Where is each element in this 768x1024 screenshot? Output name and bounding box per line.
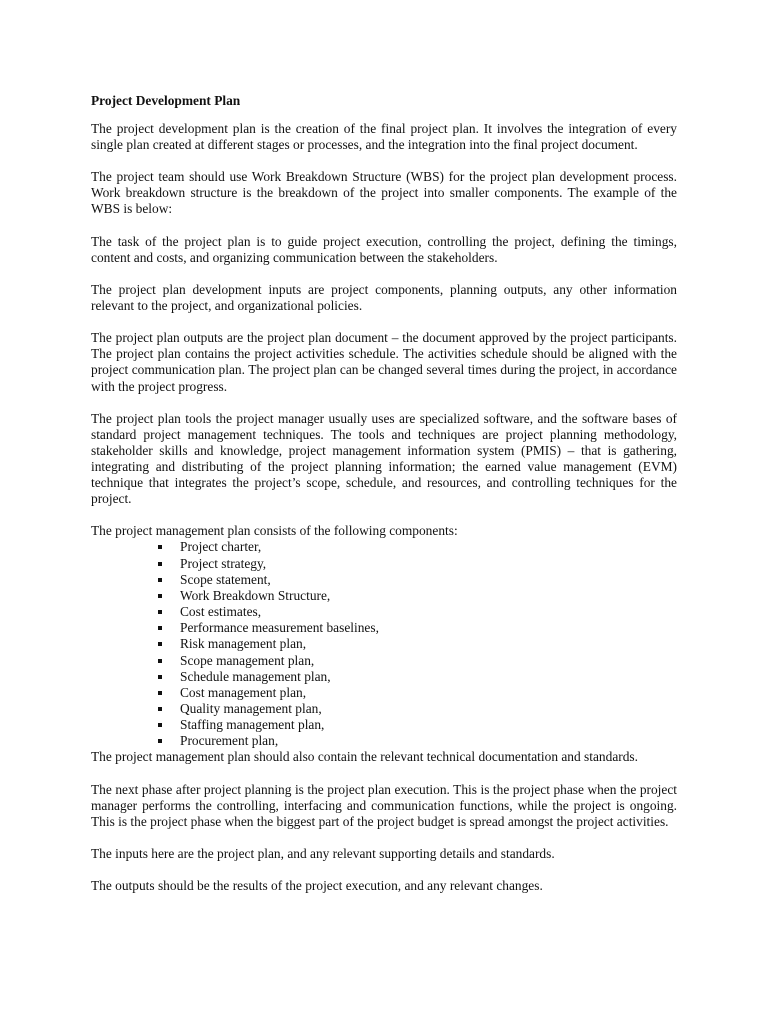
list-item-label: Quality management plan, (180, 701, 322, 716)
list-item (158, 701, 677, 717)
list-item-label: Risk management plan, (180, 636, 307, 652)
square-bullet-icon (158, 594, 162, 598)
square-bullet-icon (158, 675, 162, 679)
paragraph-intro-2: The project team should use Work Breakdown Structure (WBS) for the project plan development process. Work breakdown structure is the breakdown of the project into smaller components. The example of the WBS is below: (91, 169, 677, 217)
list-item (158, 636, 677, 652)
document-title: Project Development Plan (91, 93, 241, 108)
paragraph-outro-1: The project management plan should also contain the relevant technical documentation and standards. (91, 749, 638, 765)
list-item (158, 556, 677, 572)
paragraph-outro-3: The inputs here are the project plan, and any relevant supporting details and standards. (91, 846, 555, 862)
list-item (158, 588, 677, 604)
square-bullet-icon (158, 691, 162, 695)
square-bullet-icon (158, 562, 162, 566)
list-item-label: Performance measurement baselines, (180, 620, 379, 636)
square-bullet-icon (158, 642, 162, 646)
paragraph-intro-5: The project plan outputs are the project plan document – the document approved by the project participants. The project plan contains the project activities schedule. The activities schedule should be aligned with the project communication plan. The project plan can be changed several times during the project, in accordance with the project progress. (91, 330, 677, 394)
square-bullet-icon (158, 545, 162, 549)
paragraph-intro-1: The project development plan is the creation of the final project plan. It involves the integration of every single plan created at different stages or processes, and the integration into the final project document. (91, 121, 677, 153)
list-item-label: Work Breakdown Structure, (180, 587, 331, 603)
list-item (158, 733, 677, 749)
square-bullet-icon (158, 707, 162, 711)
paragraph-outro-4: The outputs should be the results of the project execution, and any relevant changes. (91, 878, 543, 894)
list-item (158, 653, 677, 669)
paragraph-outro-2: The next phase after project planning is the project plan execution. This is the project phase when the project manager performs the controlling, interfacing and communication functions, while the project is ongoing. This is the project phase when the biggest part of the project budget is spread amongst the project activities. (91, 781, 677, 829)
list-intro: The project management plan consists of the following components: (91, 523, 458, 539)
list-item-label: Scope management plan, (180, 652, 315, 668)
square-bullet-icon (158, 578, 162, 582)
list-item (158, 620, 677, 636)
list-item-label: Cost estimates, (180, 604, 262, 620)
components-list (91, 539, 677, 749)
list-item-label: Scope statement, (180, 571, 271, 587)
paragraph-intro-3: The task of the project plan is to guide project execution, controlling the project, defining the timings, content and costs, and organizing communication between the stakeholders. (91, 233, 677, 265)
list-item-label: Procurement plan, (180, 733, 279, 749)
square-bullet-icon (158, 626, 162, 630)
paragraph-intro-4: The project plan development inputs are project components, planning outputs, any other information relevant to the project, and organizational policies. (91, 281, 677, 314)
list-item-label: Staffing management plan, (180, 717, 325, 733)
list-item (158, 604, 677, 620)
list-item (158, 539, 677, 555)
square-bullet-icon (158, 739, 162, 743)
list-item (158, 717, 677, 733)
list-item (158, 685, 677, 701)
square-bullet-icon (158, 723, 162, 727)
list-item-label: Schedule management plan, (180, 668, 331, 684)
square-bullet-icon (158, 659, 162, 663)
list-item-label: Project strategy, (180, 555, 267, 571)
list-item-label: Project charter, (180, 539, 262, 555)
square-bullet-icon (158, 610, 162, 614)
paragraph-intro-6: The project plan tools the project manager usually uses are specialized software, and the software bases of standard project management techniques. The tools and techniques are project planning methodology, stakeholder skills and knowledge, project management information system (PMIS) – that is gathering, integrating and distributing of the project planning information; the earned value management (EVM) technique that integrates the project’s scope, schedule, and resources, and controlling techniques for the project. (91, 410, 677, 507)
list-item-label: Cost management plan, (180, 684, 307, 700)
list-item (158, 572, 677, 588)
list-item (158, 669, 677, 685)
